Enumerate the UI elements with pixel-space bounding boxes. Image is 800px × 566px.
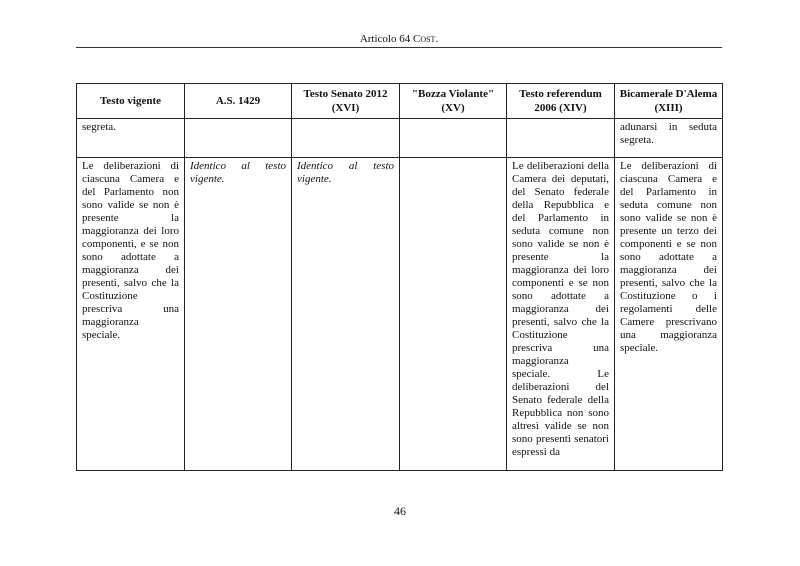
running-header-title: Articolo 64 [359, 33, 413, 45]
table-cell: Identico al testo vigente. [292, 158, 400, 471]
table-cell: Le deliberazioni di ciascuna Camera e del Parlamento in seduta comune non sono valide se non è presente un terzo dei componenti e se non sono adottate a maggioranza dei presenti, salvo che la Costituzione o i regolamenti delle Camere prescrivano una maggioranza speciale. [615, 158, 723, 471]
table-cell: Le deliberazioni di ciascuna Camera e del Parlamento non sono valide se non è presente la maggioranza dei loro componenti, e se non sono adottate a maggioranza dei presenti, salvo che la Costituzione prescriva una maggioranza speciale. [77, 158, 185, 471]
table-cell: Identico al testo vigente. [185, 158, 292, 471]
running-header-abbrev: Cost. [412, 33, 439, 45]
table-row [77, 119, 723, 158]
table-cell [400, 119, 507, 158]
column-header-testo-referendum-2006: Testo referendum 2006 (XIV) [507, 84, 615, 119]
comparison-table [76, 83, 723, 471]
header-rule [76, 47, 722, 48]
table-cell: adunarsi in seduta segreta. [615, 119, 723, 158]
table-row [77, 158, 723, 471]
table-cell [292, 119, 400, 158]
column-header-testo-vigente: Testo vigente [77, 84, 185, 119]
table-cell: segreta. [77, 119, 185, 158]
column-header-testo-senato-2012: Testo Senato 2012 (XVI) [292, 84, 400, 119]
column-header-as-1429: A.S. 1429 [185, 84, 292, 119]
table-cell [185, 119, 292, 158]
page-number: 46 [394, 504, 406, 518]
column-header-bozza-violante: "Bozza Violante" (XV) [400, 84, 507, 119]
column-header-bicamerale-dalema: Bicamerale D'Alema (XIII) [615, 84, 723, 119]
table-cell [400, 158, 507, 471]
table-cell [507, 119, 615, 158]
table-header-row [77, 84, 723, 119]
table-cell: Le deliberazioni della Camera dei deputati, del Senato federale della Repubblica e del Parlamento in seduta comune non sono valide se non è presente la maggioranza dei loro componenti e se non sono adottate a maggioranza dei presenti, salvo che la Costituzione prescriva una maggioranza speciale. Le deliberazioni del Senato federale della Repubblica non sono altresì valide se non sono presenti senatori espressi da [507, 158, 615, 471]
running-header [76, 33, 722, 46]
